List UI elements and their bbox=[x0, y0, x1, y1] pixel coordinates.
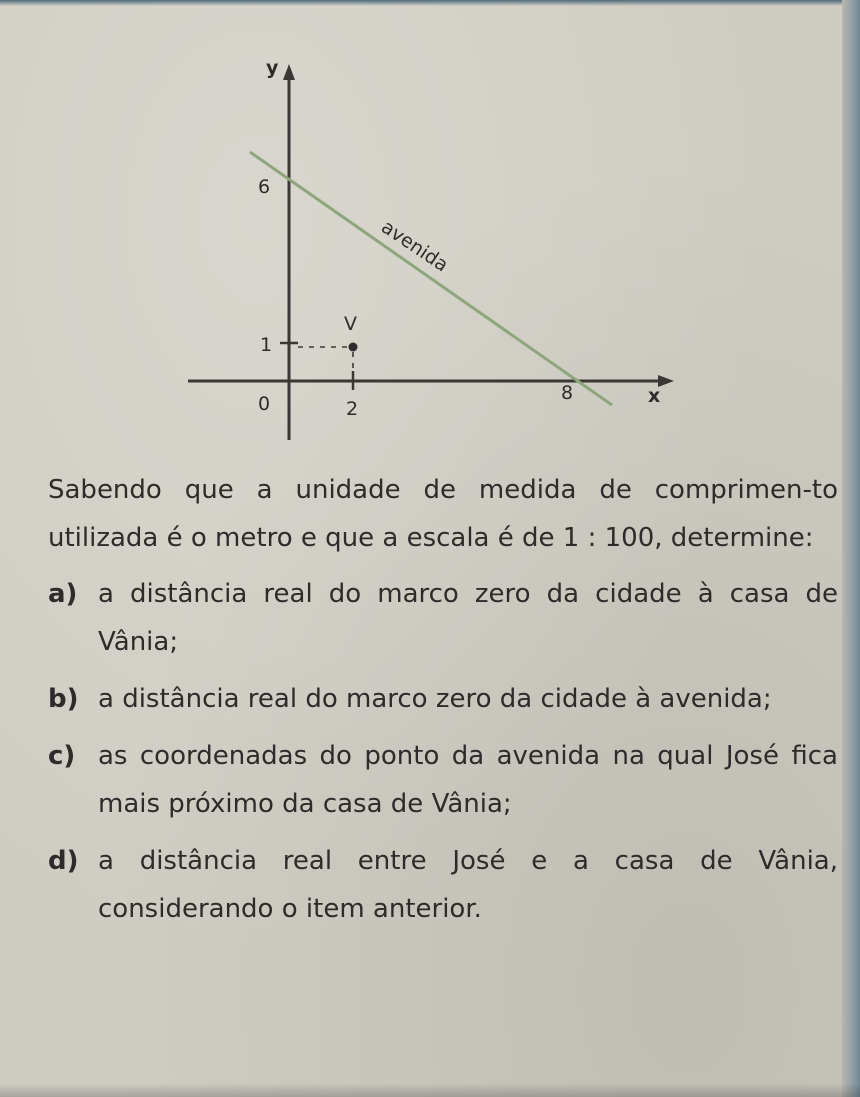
x-axis-arrow bbox=[658, 375, 674, 387]
x-tick-8-label: 8 bbox=[561, 382, 574, 404]
question-d-letter: d) bbox=[48, 846, 79, 876]
question-c bbox=[48, 732, 838, 828]
question-a bbox=[48, 570, 838, 666]
x-tick-2-label: 2 bbox=[346, 398, 359, 420]
point-v-label: V bbox=[344, 313, 357, 335]
origin-label: 0 bbox=[258, 393, 271, 415]
question-c-text: as coordenadas do ponto da avenida na qual José fica mais próximo da casa de Vânia; bbox=[98, 741, 838, 819]
x-axis-label: x bbox=[648, 385, 661, 407]
page-bottom-shadow bbox=[0, 1083, 860, 1097]
question-d bbox=[48, 837, 838, 933]
question-a-letter: a) bbox=[48, 579, 78, 609]
avenue-label: avenida bbox=[377, 215, 453, 277]
exercise-text bbox=[48, 466, 838, 942]
y-tick-1-label: 1 bbox=[260, 334, 273, 356]
question-d-text: a distância real entre José e a casa de Vânia, considerando o item anterior. bbox=[98, 846, 838, 924]
question-b-letter: b) bbox=[48, 684, 79, 714]
y-axis-arrow bbox=[283, 64, 295, 80]
avenue-line bbox=[250, 152, 612, 405]
question-c-letter: c) bbox=[48, 741, 76, 771]
question-b bbox=[48, 675, 838, 723]
coordinate-graph bbox=[0, 0, 860, 460]
point-v bbox=[349, 343, 358, 352]
question-b-text: a distância real do marco zero da cidade à avenida; bbox=[98, 684, 772, 714]
question-a-text: a distância real do marco zero da cidade à casa de Vânia; bbox=[98, 579, 838, 657]
y-tick-6-label: 6 bbox=[258, 176, 271, 198]
exercise-intro: Sabendo que a unidade de medida de comprimen-to utilizada é o metro e que a escala é de 1 : 100, determine: bbox=[48, 475, 838, 553]
y-axis-label: y bbox=[266, 57, 279, 79]
